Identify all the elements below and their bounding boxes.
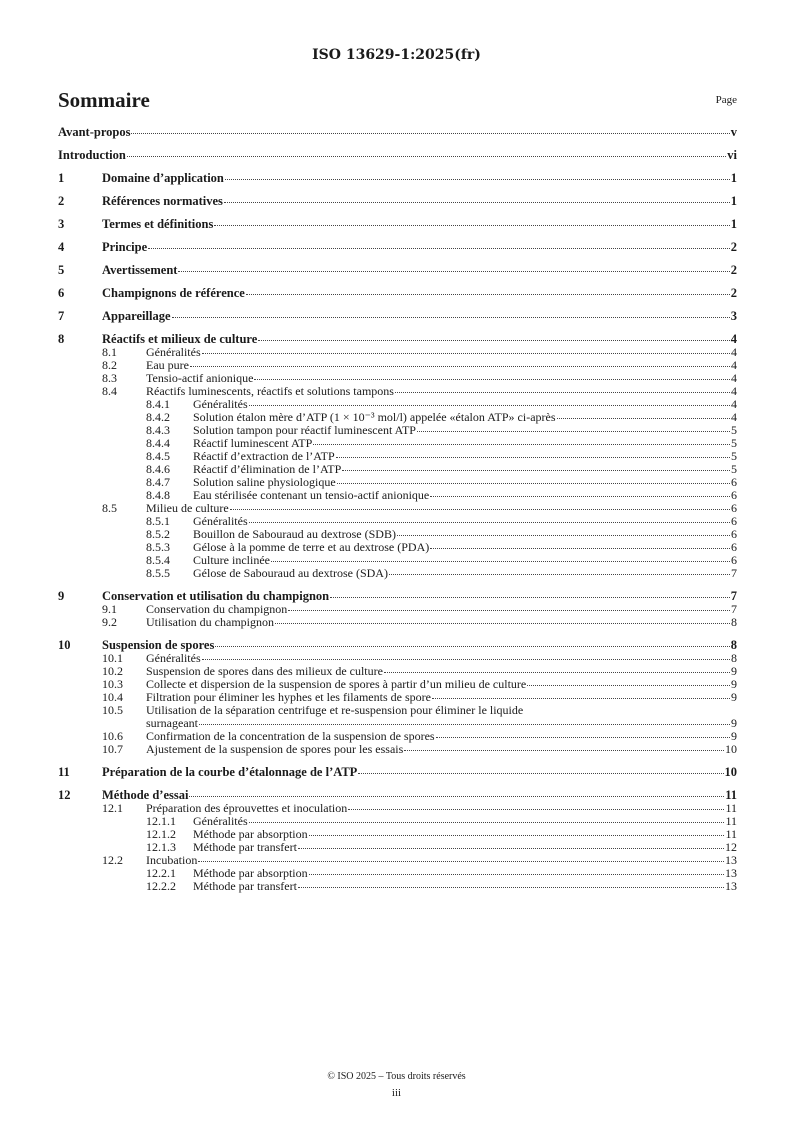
- toc-entry-label: Préparation des éprouvettes et inoculation: [146, 801, 348, 815]
- toc-dot-leader: [246, 294, 730, 295]
- toc-entry-number: 8.5.5: [146, 566, 170, 580]
- toc-entry[interactable]: [58, 241, 737, 254]
- copyright-notice: © ISO 2025 – Tous droits réservés: [327, 1071, 466, 1082]
- toc-dot-leader: [198, 861, 724, 862]
- toc-entry-page: v: [730, 125, 737, 139]
- toc-dot-leader: [172, 317, 730, 318]
- toc-dot-leader: [190, 366, 730, 367]
- toc-entry-label: Réactif d’extraction de l’ATP: [193, 449, 335, 463]
- toc-dot-leader: [298, 887, 724, 888]
- toc-entry-page: 5: [731, 436, 737, 450]
- toc-entry[interactable]: [58, 149, 737, 162]
- toc-entry-label: Solution tampon pour réactif luminescent ATP: [193, 423, 416, 437]
- toc-dot-leader: [254, 379, 730, 380]
- toc-entry-label: Bouillon de Sabouraud au dextrose (SDB): [193, 527, 396, 541]
- table-of-contents: [58, 126, 737, 893]
- toc-entry-label: Méthode par transfert: [193, 840, 297, 854]
- toc-dot-leader: [214, 225, 729, 226]
- toc-entry-number: 5: [58, 263, 65, 277]
- toc-dot-leader: [309, 874, 724, 875]
- toc-entry-page: 6: [731, 475, 737, 489]
- toc-entry[interactable]: [58, 264, 737, 277]
- toc-dot-leader: [249, 405, 730, 406]
- toc-entry-page: 4: [731, 397, 737, 411]
- toc-entry-page: 13: [725, 853, 737, 867]
- toc-entry-page: 13: [725, 866, 737, 880]
- toc-dot-leader: [404, 750, 724, 751]
- toc-entry-number: 12.1: [102, 801, 123, 815]
- toc-dot-leader: [348, 809, 724, 810]
- toc-dot-leader: [224, 202, 730, 203]
- toc-entry-number: 4: [58, 240, 65, 254]
- toc-entry-label: Appareillage: [102, 309, 171, 323]
- toc-dot-leader: [397, 535, 730, 536]
- toc-entry-page: 6: [731, 527, 737, 541]
- toc-dot-leader: [215, 646, 729, 647]
- toc-dot-leader: [395, 392, 730, 393]
- toc-entry-page: 4: [731, 410, 737, 424]
- toc-entry-page: 11: [725, 801, 737, 815]
- toc-entry-page: 5: [731, 462, 737, 476]
- toc-entry-page: 2: [730, 286, 737, 300]
- toc-entry-page: 8: [730, 638, 737, 652]
- toc-entry-page: 4: [730, 332, 737, 346]
- toc-entry-number: 8.4.2: [146, 410, 170, 424]
- toc-entry-label: Conservation et utilisation du champignon: [102, 589, 330, 603]
- toc-entry-number: 8.5.4: [146, 553, 170, 567]
- toc-entry-label-continued: surnageant: [146, 716, 198, 730]
- toc-entry-label: Solution saline physiologique: [193, 475, 336, 489]
- toc-entry-label: Réactifs luminescents, réactifs et solutions tampons: [146, 384, 394, 398]
- toc-entry-number: 9: [58, 589, 65, 603]
- toc-entry-number: 12.1.2: [146, 827, 176, 841]
- toc-dot-leader: [202, 659, 730, 660]
- toc-dot-leader: [330, 597, 730, 598]
- toc-dot-leader: [131, 133, 729, 134]
- toc-dot-leader: [432, 698, 730, 699]
- toc-entry-page: 10: [724, 765, 737, 779]
- toc-dot-leader: [288, 610, 730, 611]
- toc-entry[interactable]: [58, 218, 737, 231]
- toc-entry-label: Méthode par absorption: [193, 827, 308, 841]
- toc-entry-page: 9: [731, 716, 737, 730]
- toc-dot-leader: [298, 848, 724, 849]
- toc-entry-label: Méthode par transfert: [193, 879, 297, 893]
- toc-entry-number: 8.4.8: [146, 488, 170, 502]
- toc-entry-page: 7: [731, 566, 737, 580]
- toc-entry-page: 9: [731, 664, 737, 678]
- toc-entry-number: 8.4.4: [146, 436, 170, 450]
- toc-entry-label: Champignons de référence: [102, 286, 245, 300]
- toc-entry-label: Références normatives: [102, 194, 223, 208]
- toc-entry-label: Utilisation de la séparation centrifuge et re-suspension pour éliminer le liquide: [146, 703, 524, 717]
- toc-entry-label: Avant-propos: [58, 125, 131, 139]
- toc-entry-label: Généralités: [146, 345, 201, 359]
- toc-entry-number: 12.2.2: [146, 879, 176, 893]
- toc-dot-leader: [148, 248, 730, 249]
- toc-entry-label: Solution étalon mère d’ATP (1 × 10⁻³ mol/l) appelée «étalon ATP» ci-après: [193, 410, 556, 424]
- toc-entry-page: 9: [731, 677, 737, 691]
- toc-entry-page: 1: [730, 217, 737, 231]
- toc-entry-label: Méthode par absorption: [193, 866, 308, 880]
- toc-entry-page: 5: [731, 423, 737, 437]
- toc-entry[interactable]: [58, 310, 737, 323]
- toc-entry-page: 2: [730, 263, 737, 277]
- toc-entry-label: Gélose de Sabouraud au dextrose (SDA): [193, 566, 388, 580]
- toc-entry-label: Généralités: [193, 397, 248, 411]
- toc-entry-number: 8.2: [102, 358, 117, 372]
- toc-dot-leader: [258, 340, 729, 341]
- toc-dot-leader: [384, 672, 730, 673]
- toc-dot-leader: [417, 431, 730, 432]
- toc-entry[interactable]: [58, 126, 737, 139]
- toc-dot-leader: [430, 496, 730, 497]
- toc-entry-label: Milieu de culture: [146, 501, 229, 515]
- toc-entry-label: Suspension de spores: [102, 638, 215, 652]
- toc-dot-leader: [527, 685, 730, 686]
- page-column-label: Page: [715, 94, 737, 106]
- toc-entry-page: 11: [725, 827, 737, 841]
- toc-entry-page: 6: [731, 553, 737, 567]
- toc-entry-number: 8.4.6: [146, 462, 170, 476]
- toc-entry[interactable]: [58, 567, 737, 580]
- toc-entry-number: 10.6: [102, 729, 123, 743]
- toc-entry-number: 8.3: [102, 371, 117, 385]
- toc-dot-leader: [309, 835, 725, 836]
- toc-entry-page: 9: [731, 729, 737, 743]
- page-number: iii: [391, 1087, 402, 1099]
- toc-title-row: [58, 88, 737, 112]
- toc-dot-leader: [189, 796, 724, 797]
- toc-dot-leader: [230, 509, 730, 510]
- toc-entry-number: 12.1.3: [146, 840, 176, 854]
- toc-entry-number: 8.4.3: [146, 423, 170, 437]
- toc-entry-number: 11: [58, 765, 70, 779]
- toc-entry-label: Réactif luminescent ATP: [193, 436, 313, 450]
- toc-entry-label: Réactifs et milieux de culture: [102, 332, 258, 346]
- toc-entry-page: 10: [725, 742, 737, 756]
- toc-entry-page: 9: [731, 690, 737, 704]
- toc-entry-number: 10.5: [102, 703, 123, 717]
- toc-entry-number: 10.3: [102, 677, 123, 691]
- toc-entry-page: 5: [731, 449, 737, 463]
- toc-entry-number: 12.2.1: [146, 866, 176, 880]
- toc-entry-number: 8: [58, 332, 65, 346]
- document-id-header: ISO 13629-1:2025(fr): [312, 47, 481, 63]
- toc-entry-number: 2: [58, 194, 65, 208]
- toc-dot-leader: [199, 724, 730, 725]
- toc-dot-leader: [430, 548, 730, 549]
- toc-dot-leader: [557, 418, 730, 419]
- toc-entry-page: 6: [731, 540, 737, 554]
- toc-dot-leader: [342, 470, 730, 471]
- toc-dot-leader: [249, 522, 730, 523]
- toc-entry-page: 4: [731, 371, 737, 385]
- toc-dot-leader: [202, 353, 730, 354]
- toc-entry-number: 8.5.2: [146, 527, 170, 541]
- toc-entry-label: Tensio-actif anionique: [146, 371, 254, 385]
- toc-entry-number: 8.4: [102, 384, 117, 398]
- toc-entry-page: 1: [730, 194, 737, 208]
- toc-entry-page: 6: [731, 501, 737, 515]
- toc-entry-label: Termes et définitions: [102, 217, 214, 231]
- toc-entry-page: 8: [731, 615, 737, 629]
- toc-entry-page: 4: [731, 358, 737, 372]
- toc-entry-number: 7: [58, 309, 65, 323]
- toc-entry-page: 11: [725, 814, 737, 828]
- toc-dot-leader: [389, 574, 730, 575]
- toc-dot-leader: [337, 483, 730, 484]
- toc-entry-page: 6: [731, 514, 737, 528]
- toc-entry-page: 6: [731, 488, 737, 502]
- toc-entry-page: 13: [725, 879, 737, 893]
- toc-entry-number: 8.1: [102, 345, 117, 359]
- toc-entry-label: Suspension de spores dans des milieux de culture: [146, 664, 383, 678]
- toc-dot-leader: [271, 561, 730, 562]
- toc-entry-number: 9.1: [102, 602, 117, 616]
- toc-entry-label: Incubation: [146, 853, 198, 867]
- toc-entry-page: 7: [731, 602, 737, 616]
- toc-entry-label: Eau pure: [146, 358, 189, 372]
- toc-entry-page: 8: [731, 651, 737, 665]
- toc-dot-leader: [313, 444, 730, 445]
- toc-entry-label: Réactif d’élimination de l’ATP: [193, 462, 342, 476]
- toc-dot-leader: [127, 156, 726, 157]
- toc-entry-label: Gélose à la pomme de terre et au dextrose (PDA): [193, 540, 430, 554]
- toc-entry-number: 10: [58, 638, 71, 652]
- toc-entry-page: 2: [730, 240, 737, 254]
- toc-entry-page: 4: [731, 384, 737, 398]
- toc-entry[interactable]: [58, 172, 737, 185]
- toc-entry-page: 3: [730, 309, 737, 323]
- toc-entry[interactable]: [58, 195, 737, 208]
- toc-entry-number: 1: [58, 171, 65, 185]
- toc-entry-label: Principe: [102, 240, 148, 254]
- toc-dot-leader: [225, 179, 730, 180]
- toc-entry-label: Confirmation de la concentration de la suspension de spores: [146, 729, 435, 743]
- toc-dot-leader: [336, 457, 730, 458]
- toc-entry-label: Culture inclinée: [193, 553, 270, 567]
- toc-entry-number: 8.4.5: [146, 449, 170, 463]
- toc-entry-number: 3: [58, 217, 65, 231]
- toc-entry-label: Collecte et dispersion de la suspension de spores à partir d’un milieu de culture: [146, 677, 527, 691]
- toc-entry[interactable]: [58, 616, 737, 629]
- toc-entry-number: 10.7: [102, 742, 123, 756]
- toc-entry-page: 12: [725, 840, 737, 854]
- toc-entry[interactable]: [58, 287, 737, 300]
- toc-entry-number: 10.1: [102, 651, 123, 665]
- toc-entry-label: Utilisation du champignon: [146, 615, 274, 629]
- toc-entry[interactable]: [58, 766, 737, 779]
- page-title: Sommaire: [58, 88, 150, 112]
- toc-entry-number: 8.5: [102, 501, 117, 515]
- toc-entry-label: Préparation de la courbe d’étalonnage de l’ATP: [102, 765, 358, 779]
- toc-entry-page: 7: [730, 589, 737, 603]
- toc-entry-number: 8.4.7: [146, 475, 170, 489]
- toc-entry-label: Eau stérilisée contenant un tensio-actif anionique: [193, 488, 430, 502]
- toc-entry-page: vi: [727, 148, 737, 162]
- toc-entry[interactable]: [58, 743, 737, 756]
- toc-entry[interactable]: [58, 880, 737, 893]
- toc-entry-number: 12.2: [102, 853, 123, 867]
- toc-dot-leader: [436, 737, 730, 738]
- toc-entry-number: 8.5.3: [146, 540, 170, 554]
- toc-dot-leader: [249, 822, 725, 823]
- toc-entry-number: 8.5.1: [146, 514, 170, 528]
- toc-dot-leader: [275, 623, 730, 624]
- toc-entry-number: 12.1.1: [146, 814, 176, 828]
- toc-entry-page: 1: [730, 171, 737, 185]
- toc-entry-label: Filtration pour éliminer les hyphes et les filaments de spore: [146, 690, 431, 704]
- toc-entry-page: 11: [725, 788, 737, 802]
- toc-entry-number: 10.4: [102, 690, 123, 704]
- toc-entry-number: 12: [58, 788, 71, 802]
- toc-dot-leader: [178, 271, 729, 272]
- toc-entry-page: 4: [731, 345, 737, 359]
- toc-entry-label: Généralités: [193, 514, 248, 528]
- toc-entry-label: Introduction: [58, 148, 126, 162]
- toc-entry-label: Méthode d’essai: [102, 788, 189, 802]
- toc-entry-number: 10.2: [102, 664, 123, 678]
- toc-entry-number: 8.4.1: [146, 397, 170, 411]
- toc-dot-leader: [358, 773, 723, 774]
- toc-entry-label: Domaine d’application: [102, 171, 224, 185]
- toc-entry-number: 9.2: [102, 615, 117, 629]
- toc-entry-label: Ajustement de la suspension de spores pour les essais: [146, 742, 404, 756]
- toc-entry-label: Généralités: [193, 814, 248, 828]
- toc-entry-label: Avertissement: [102, 263, 178, 277]
- page-footer: [0, 1069, 793, 1101]
- toc-entry-label: Conservation du champignon: [146, 602, 288, 616]
- toc-entry-label: Généralités: [146, 651, 201, 665]
- toc-entry-number: 6: [58, 286, 65, 300]
